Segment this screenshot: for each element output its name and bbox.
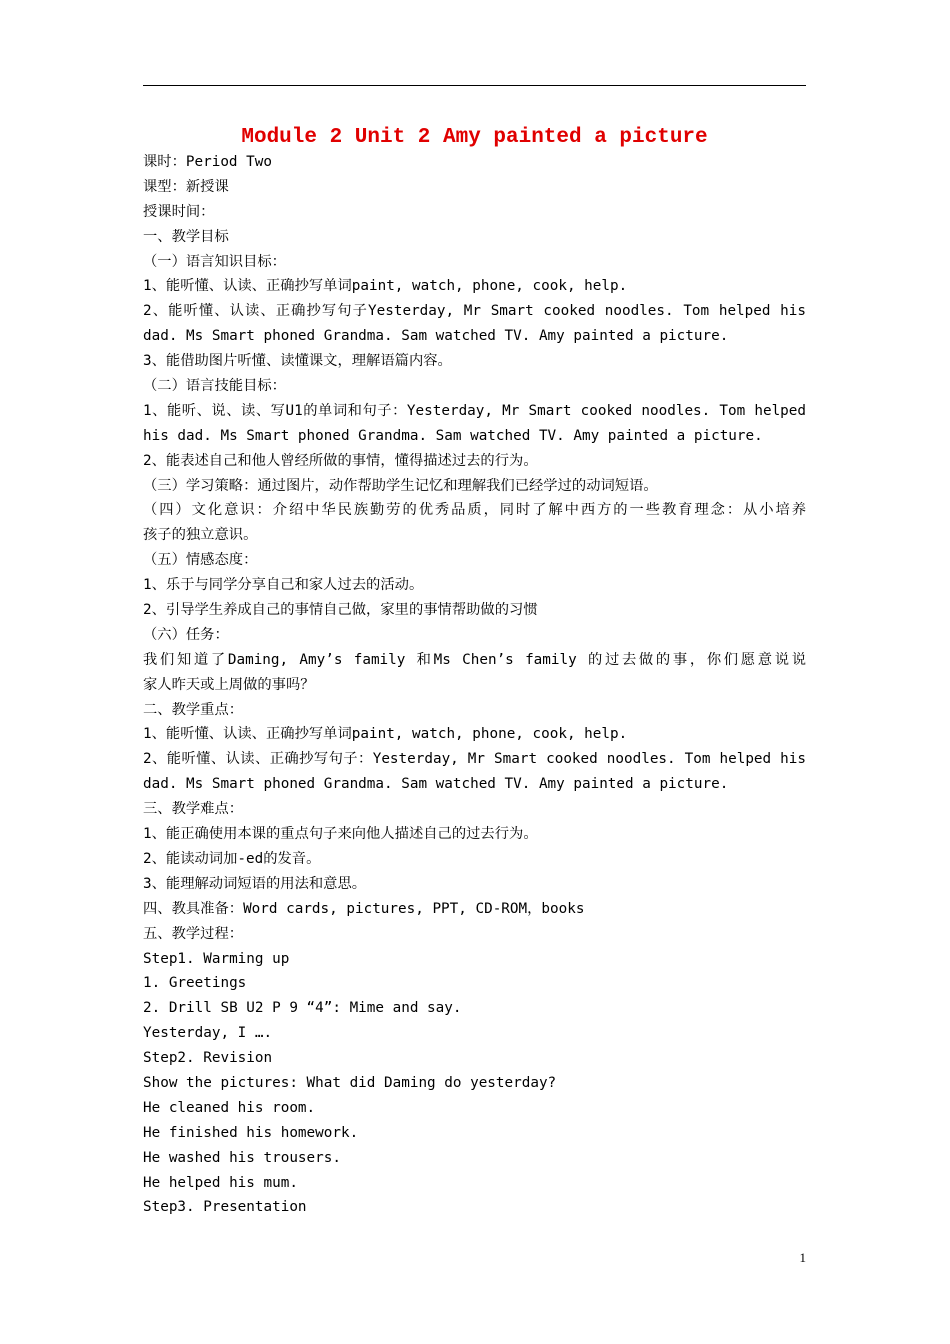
body-line: Step1. Warming up [143,950,290,967]
body-line: （二）语言技能目标： [143,378,286,395]
body-line: （四）文化意识：介绍中华民族勤劳的优秀品质，同时了解中西方的一些教育理念：从小培养 [143,502,806,519]
body-line: 2、引导学生养成自己的事情自己做，家里的事情帮助做的习惯 [143,602,538,619]
body-line: 1. Greetings [143,975,247,992]
body-line: Yesterday, I …. [143,1025,273,1042]
body-line: He cleaned his room. [143,1099,316,1116]
body-line: 1、能听懂、认读、正确抄写单词paint, watch, phone, cook, help. [143,726,628,743]
body-line: （五）情感态度： [143,552,258,569]
body-line: 三、教学难点： [143,801,244,818]
body-line: 孩子的独立意识。 [143,527,258,544]
body-line: 四、教具准备：Word cards, pictures, PPT, CD-ROM，books [143,900,585,917]
body-line: 3、能借助图片听懂、读懂课文，理解语篇内容。 [143,353,452,370]
body-line: He finished his homework. [143,1124,359,1141]
body-line: 1、能听、说、读、写U1的单词和句子：Yesterday, Mr Smart cooked noodles. Tom helped [143,402,806,419]
body-line: Show the pictures: What did Daming do yesterday? [143,1074,557,1091]
body-line: 1、能听懂、认读、正确抄写单词paint, watch, phone, cook, help. [143,278,628,295]
page-number: 1 [799,1250,806,1265]
body-line: 家人昨天或上周做的事吗？ [143,676,315,693]
document-body [143,150,806,1220]
body-line: 2. Drill SB U2 P 9 “4”: Mime and say. [143,1000,462,1017]
header-rule [143,85,806,86]
body-line: 授课时间： [143,203,215,220]
body-line: dad. Ms Smart phoned Grandma. Sam watched TV. Amy painted a picture. [143,776,729,793]
body-line: 3、能理解动词短语的用法和意思。 [143,875,367,892]
body-line: （三）学习策略：通过图片，动作帮助学生记忆和理解我们已经学过的动词短语。 [143,477,658,494]
body-line: 课时：Period Two [143,154,272,170]
body-line: 我们知道了Daming, Amy’s family 和Ms Chen’s family 的过去做的事，你们愿意说说 [143,651,806,668]
body-line: He helped his mum. [143,1174,298,1191]
body-line: 二、教学重点： [143,701,244,718]
body-line: 课型：新授课 [143,178,229,195]
body-line: 1、乐于与同学分享自己和家人过去的活动。 [143,577,424,594]
body-line: 2、能读动词加-ed的发音。 [143,850,321,867]
body-line: 2、能听懂、认读、正确抄写句子Yesterday, Mr Smart cooked noodles. Tom helped his [143,303,806,320]
body-line: 1、能正确使用本课的重点句子来向他人描述自己的过去行为。 [143,826,538,843]
body-line: 一、教学目标 [143,228,229,245]
body-line: his dad. Ms Smart phoned Grandma. Sam watched TV. Amy painted a picture. [143,427,763,444]
body-line: 2、能表述自己和他人曾经所做的事情，懂得描述过去的行为。 [143,452,538,469]
body-line: He washed his trousers. [143,1149,341,1166]
body-line: （一）语言知识目标： [143,253,286,270]
body-line: 五、教学过程： [143,925,244,942]
body-line: 2、能听懂、认读、正确抄写句子：Yesterday, Mr Smart cooked noodles. Tom helped his [143,751,806,768]
document-title: Module 2 Unit 2 Amy painted a picture [241,126,708,149]
body-line: Step2. Revision [143,1050,273,1067]
body-line: Step3. Presentation [143,1199,307,1216]
body-line: （六）任务： [143,626,229,643]
body-line: dad. Ms Smart phoned Grandma. Sam watched TV. Amy painted a picture. [143,328,729,345]
